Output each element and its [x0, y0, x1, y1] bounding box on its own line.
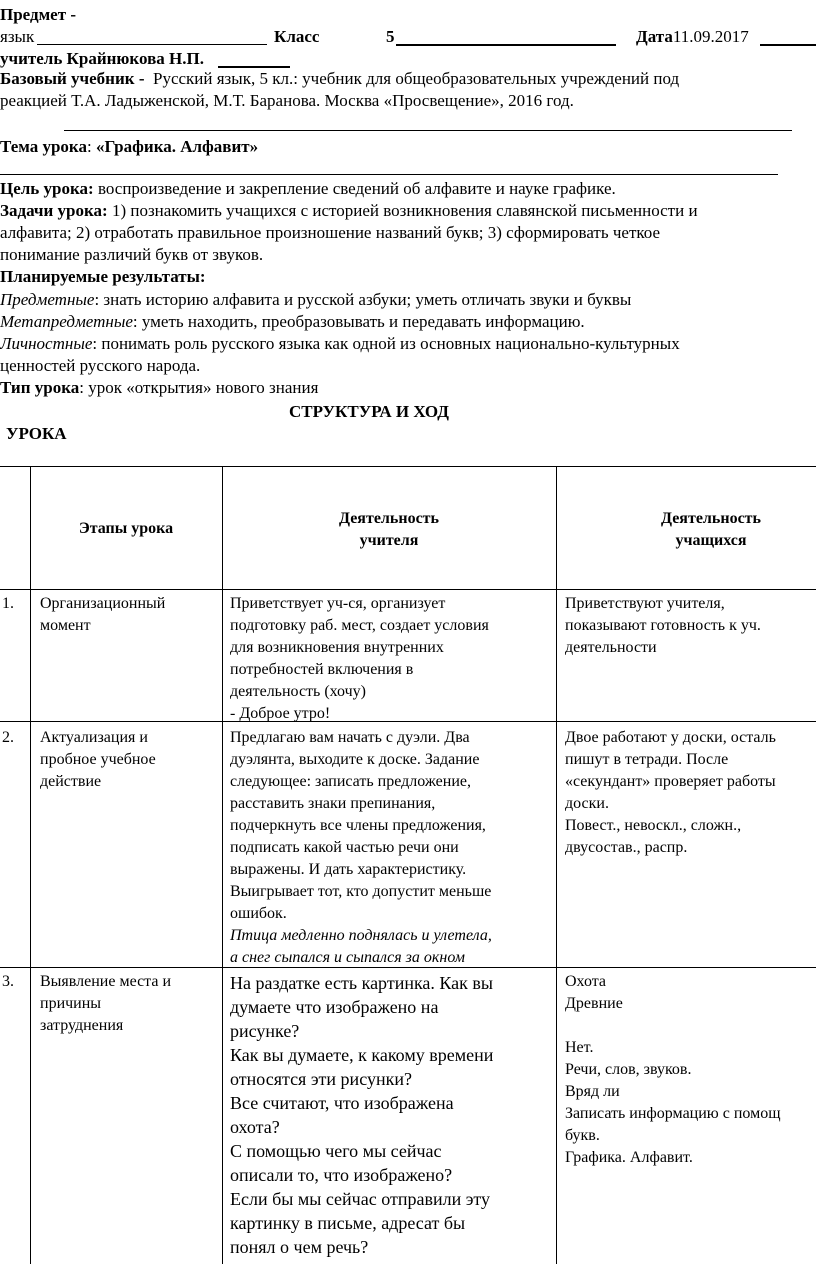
row-3-students-line: букв. — [565, 1127, 600, 1144]
header-teacher-line-2: учителя — [359, 532, 419, 549]
textbook-value-1: Русский язык, 5 кл.: учебник для общеобразовательных учреждений под — [152, 69, 680, 88]
row-2-number: 2. — [2, 729, 14, 746]
row-2-teacher-line: Предлагаю вам начать с дуэли. Два — [230, 729, 470, 746]
lesson-type-value: : урок «открытия» нового знания — [79, 378, 319, 397]
textbook-label: Базовый учебник - — [0, 69, 145, 88]
row-2-students-line: «секундант» проверяет работы — [565, 773, 776, 790]
row-2-stage-line: пробное учебное — [40, 751, 156, 768]
row-1-number: 1. — [2, 595, 14, 612]
row-1-teacher-line: деятельность (хочу) — [230, 683, 367, 700]
row-3-number: 3. — [2, 973, 14, 990]
header-teacher-line-1: Деятельность — [339, 510, 439, 527]
row-1-students-line: деятельности — [565, 639, 657, 656]
tasks-line-1 — [0, 200, 698, 222]
row-1-teacher-line: подготовку раб. мест, создает условия — [230, 617, 489, 634]
tasks-value-1: 1) познакомить учащихся с историей возникновения славянской письменности и — [107, 201, 698, 220]
divider-top — [64, 130, 792, 131]
row-3-teacher-line: Как вы думаете, к какому времени — [230, 1045, 494, 1065]
row-2-students — [565, 727, 776, 859]
aim-label: Цель урока: — [0, 179, 94, 198]
header-students — [556, 508, 816, 552]
lesson-type — [0, 377, 318, 399]
row-2-students-line: пишут в тетради. После — [565, 751, 729, 768]
row-3-teacher-line: На раздатке есть картинка. Как вы — [230, 973, 494, 993]
row-1-students-line: Приветствуют учителя, — [565, 595, 725, 612]
lesson-type-label: Тип урока — [0, 378, 80, 397]
aim-value: воспроизведение и закрепление сведений об алфавите и науке графике. — [93, 179, 616, 198]
date-value: 11.09.2017 — [672, 27, 749, 46]
row-2-students-line: двусостав., распр. — [565, 839, 688, 856]
structure-title-2: УРОКА — [6, 424, 67, 443]
row-3-teacher-line: понял о чем речь? — [230, 1237, 369, 1257]
meta-results-value: : уметь находить, преобразовывать и передавать информацию. — [132, 312, 585, 331]
topic-colon: : — [86, 137, 92, 156]
class-underline — [396, 44, 616, 46]
row-2-students-line: Двое работают у доски, осталь — [565, 729, 776, 746]
header-students-line-2: учащихся — [675, 532, 747, 549]
subject-underline — [37, 44, 267, 45]
subject-results-value: : знать историю алфавита и русской азбуки; уметь отличать звуки и буквы — [94, 290, 632, 309]
divider-topic — [0, 174, 778, 175]
date-label: Дата — [636, 27, 673, 46]
tasks-label: Задачи урока: — [0, 201, 108, 220]
personal-results — [0, 333, 680, 355]
row-3-students-line: Графика. Алфавит. — [565, 1149, 693, 1166]
table-col-border-2 — [222, 466, 223, 1264]
subject-value: язык — [0, 27, 35, 46]
personal-results-line-2: ценностей русского народа. — [0, 356, 201, 375]
header-teacher — [222, 508, 556, 552]
table-top-border — [0, 466, 816, 467]
row-3-teacher-line: охота? — [230, 1117, 280, 1137]
row-2-teacher-line: следующее: записать предложение, — [230, 773, 471, 790]
row-3-stage-line: затруднения — [40, 1017, 124, 1034]
row-2-teacher-line: ошибок. — [230, 905, 287, 922]
row-3-teacher-line: думаете что изображено на — [230, 997, 439, 1017]
row-3-teacher-line: С помощью чего мы сейчас — [230, 1141, 442, 1161]
tasks-line-2: алфавита; 2) отработать правильное произношение названий букв; 3) сформировать четкое — [0, 223, 661, 242]
header-stages: Этапы урока — [78, 520, 174, 537]
row-3-students — [565, 971, 781, 1169]
row-3-teacher-line: описали то, что изображено? — [230, 1165, 453, 1185]
table-col-border-1 — [30, 466, 31, 1264]
row-3-teacher-line: рисунке? — [230, 1021, 300, 1041]
header-students-line-1: Деятельность — [661, 510, 761, 527]
row-3-teacher-line: относятся эти рисунки? — [230, 1069, 412, 1089]
row-2-teacher-line: выражены. И дать характеристику. — [230, 861, 467, 878]
class-label: Класс — [274, 27, 320, 46]
row-1-stage-line: момент — [40, 617, 91, 634]
row-3-students-line: Речи, слов, звуков. — [565, 1061, 692, 1078]
topic-label: Тема урока — [0, 137, 87, 156]
row-3-stage-line: причины — [40, 995, 102, 1012]
row-2-stage-line: Актуализация и — [40, 729, 148, 746]
row-1-teacher — [230, 593, 489, 725]
class-value: 5 — [386, 27, 395, 46]
row-2-example-sentence-line: Птица медленно поднялась и улетела, — [230, 927, 492, 944]
row-3-students-spacer — [565, 1015, 781, 1037]
results-label: Планируемые результаты: — [0, 267, 206, 286]
date-underline — [760, 44, 816, 46]
personal-results-value: : понимать роль русского языка как одной из основных национально-культурных — [92, 334, 680, 353]
row-1-stage — [40, 593, 165, 637]
row-1-stage-line: Организационный — [40, 595, 166, 612]
subject-results — [0, 289, 631, 311]
table-header-border — [0, 589, 816, 590]
row-3-students-line: Древние — [565, 995, 623, 1012]
row-2-teacher-line: дуэлянта, выходите к доске. Задание — [230, 751, 480, 768]
row-2-example-sentence-line: а снег сыпался и сыпался за окном — [230, 949, 465, 966]
subject-results-label: Предметные — [0, 290, 95, 309]
row-3-students-line: Охота — [565, 973, 607, 990]
row-2-teacher — [230, 727, 492, 969]
row-3-students-line: Нет. — [565, 1039, 594, 1056]
row-3-teacher-line: Все считают, что изображена — [230, 1093, 454, 1113]
meta-results — [0, 311, 585, 333]
meta-results-label: Метапредметные — [0, 312, 133, 331]
row-1-students — [565, 593, 761, 659]
aim-line — [0, 178, 616, 200]
row-1-teacher-line: Приветствует уч-ся, организует — [230, 595, 446, 612]
row-3-teacher — [230, 971, 493, 1259]
textbook-line-2: реакцией Т.А. Ладыженской, М.Т. Баранова. Москва «Просвещение», 2016 год. — [0, 91, 574, 110]
textbook-line-1 — [0, 68, 800, 90]
subject-label: Предмет - — [0, 5, 76, 24]
row-2-stage — [40, 727, 156, 793]
row-1-teacher-line: для возникновения внутренних — [230, 639, 444, 656]
lesson-structure-table — [0, 466, 816, 1264]
row-1-students-line: показывают готовность к уч. — [565, 617, 761, 634]
row-3-stage-line: Выявление места и — [40, 973, 172, 990]
row-1-teacher-line: потребностей включения в — [230, 661, 414, 678]
personal-results-label: Личностные — [0, 334, 93, 353]
row-3-stage — [40, 971, 171, 1037]
row-2-students-line: доски. — [565, 795, 609, 812]
row-3-students-line: Вряд ли — [565, 1083, 620, 1100]
topic-value: «Графика. Алфавит» — [95, 137, 259, 156]
table-col-border-3 — [556, 466, 557, 1264]
row-1-teacher-line: - Доброе утро! — [230, 705, 331, 722]
row-3-teacher-line: картинку в письме, адресат бы — [230, 1213, 466, 1233]
row-2-students-line: Повест., невоскл., сложн., — [565, 817, 742, 834]
row-3-students-line: Записать информацию с помощ — [565, 1105, 781, 1122]
row-3-teacher-line: Если бы мы сейчас отправили эту — [230, 1189, 491, 1209]
tasks-line-3: понимание различий букв от звуков. — [0, 245, 264, 264]
topic-line — [0, 136, 258, 158]
date-field — [636, 26, 749, 48]
row-2-stage-line: действие — [40, 773, 102, 790]
row-2-teacher-line: расставить знаки препинания, — [230, 795, 436, 812]
teacher-name: учитель Крайнюкова Н.П. — [0, 49, 204, 68]
row-2-teacher-line: Выигрывает тот, кто допустит меньше — [230, 883, 492, 900]
row-2-teacher-line: подписать какой частью речи они — [230, 839, 459, 856]
structure-title-1: СТРУКТУРА И ХОД — [289, 402, 449, 421]
row-2-teacher-line: подчеркнуть все члены предложения, — [230, 817, 486, 834]
